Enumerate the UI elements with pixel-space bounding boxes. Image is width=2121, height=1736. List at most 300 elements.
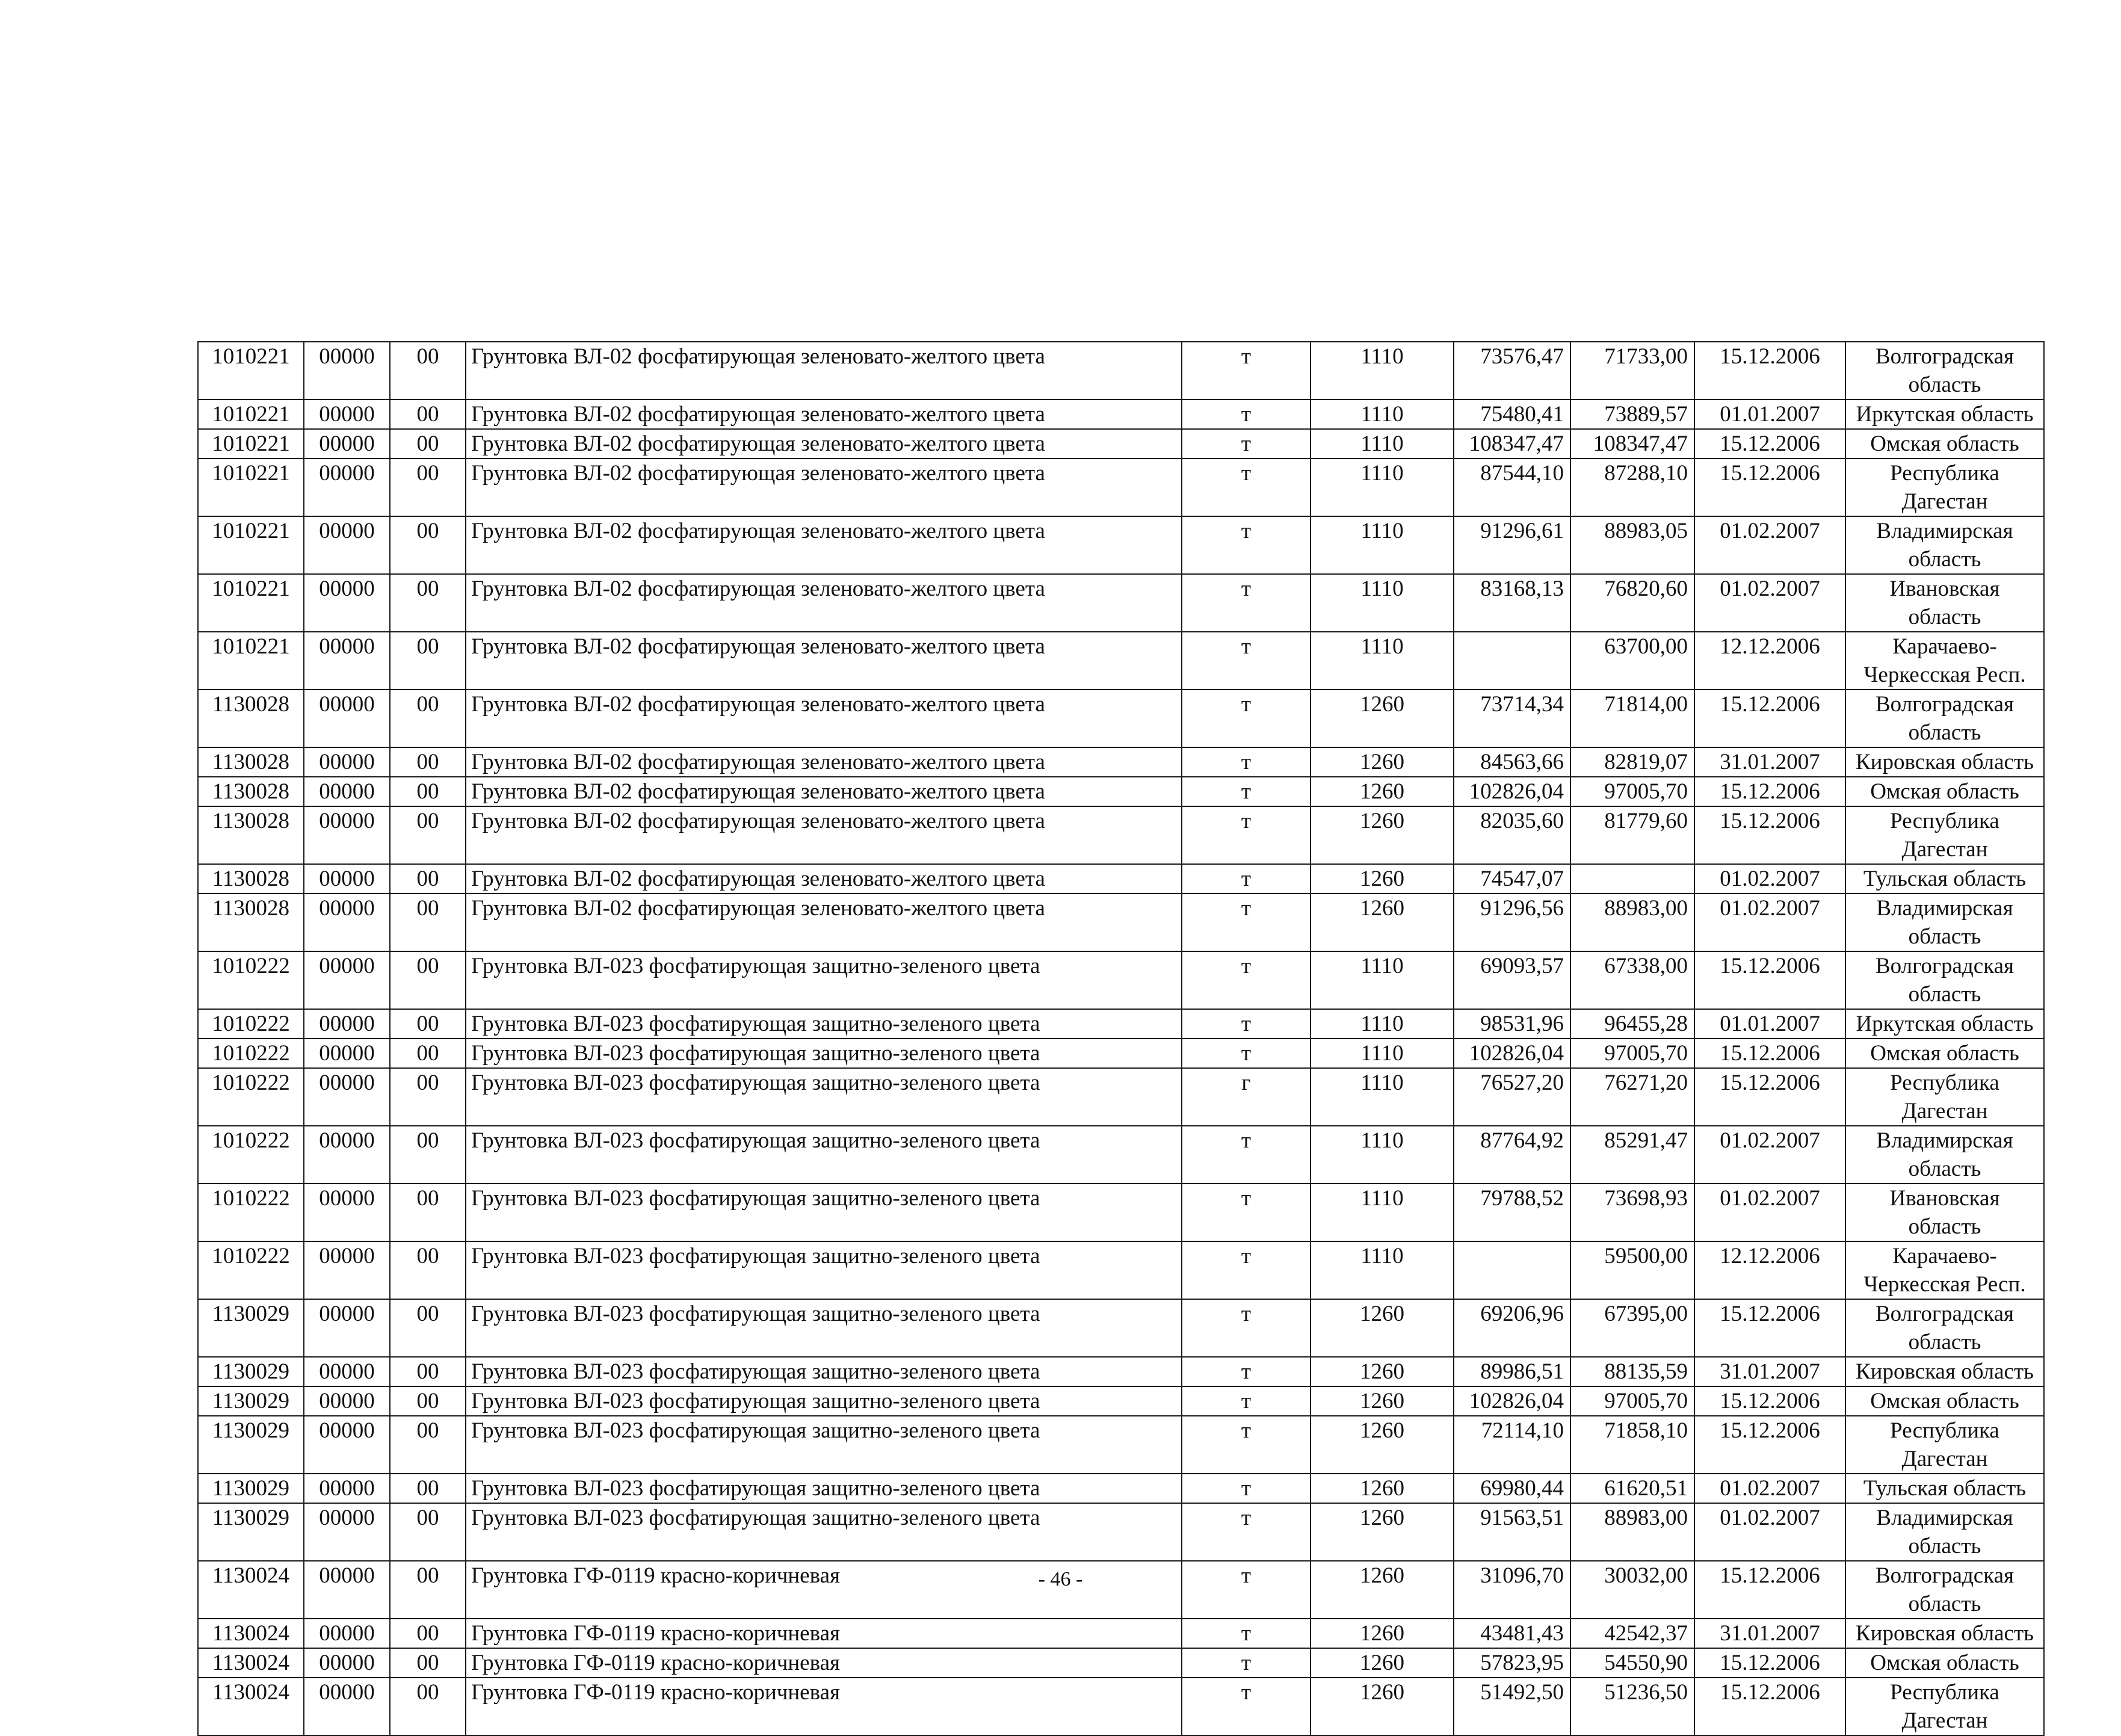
group-code-cell: 1110 [1311, 951, 1454, 1009]
region-cell: Республика Дагестан [1845, 806, 2044, 864]
date-cell: 15.12.2006 [1694, 690, 1845, 747]
subcode-cell: 00000 [304, 459, 390, 516]
group-code-cell: 1260 [1311, 864, 1454, 894]
unit-cell: т [1182, 1299, 1311, 1357]
product-name-cell: Грунтовка ВЛ-023 фосфатирующая защитно-зеленого цвета [466, 1241, 1182, 1299]
unit-cell: т [1182, 1619, 1311, 1648]
product-code-cell: 1130024 [198, 1648, 304, 1678]
flag-cell: 00 [390, 1561, 466, 1619]
subcode-cell: 00000 [304, 777, 390, 806]
subcode-cell: 00000 [304, 1241, 390, 1299]
subcode-cell: 00000 [304, 1648, 390, 1678]
region-cell: Волгоградская область [1845, 1299, 2044, 1357]
group-code-cell: 1110 [1311, 1126, 1454, 1184]
flag-cell: 00 [390, 516, 466, 574]
group-code-cell: 1260 [1311, 1678, 1454, 1735]
price-a-cell: 69980,44 [1454, 1474, 1570, 1503]
table-row [198, 429, 2044, 459]
product-code-cell: 1010221 [198, 400, 304, 429]
flag-cell: 00 [390, 1068, 466, 1126]
price-a-cell: 84563,66 [1454, 747, 1570, 777]
subcode-cell: 00000 [304, 1561, 390, 1619]
price-b-cell: 76820,60 [1570, 574, 1694, 632]
subcode-cell: 00000 [304, 690, 390, 747]
table-row [198, 1068, 2044, 1126]
subcode-cell: 00000 [304, 516, 390, 574]
price-b-cell: 82819,07 [1570, 747, 1694, 777]
table-row [198, 632, 2044, 690]
subcode-cell: 00000 [304, 1184, 390, 1241]
table-row [198, 342, 2044, 400]
subcode-cell: 00000 [304, 864, 390, 894]
flag-cell: 00 [390, 894, 466, 951]
group-code-cell: 1260 [1311, 1503, 1454, 1561]
date-cell: 12.12.2006 [1694, 632, 1845, 690]
subcode-cell: 00000 [304, 429, 390, 459]
price-b-cell: 30032,00 [1570, 1561, 1694, 1619]
product-name-cell: Грунтовка ВЛ-02 фосфатирующая зеленовато-желтого цвета [466, 894, 1182, 951]
region-cell: Владимирская область [1845, 516, 2044, 574]
product-name-cell: Грунтовка ВЛ-023 фосфатирующая защитно-зеленого цвета [466, 1416, 1182, 1474]
product-code-cell: 1010222 [198, 1241, 304, 1299]
price-b-cell: 97005,70 [1570, 777, 1694, 806]
price-a-cell: 82035,60 [1454, 806, 1570, 864]
price-a-cell: 102826,04 [1454, 1039, 1570, 1068]
date-cell: 01.01.2007 [1694, 1009, 1845, 1039]
unit-cell: т [1182, 806, 1311, 864]
group-code-cell: 1260 [1311, 747, 1454, 777]
product-code-cell: 1130028 [198, 690, 304, 747]
product-code-cell: 1130029 [198, 1357, 304, 1386]
table-row [198, 864, 2044, 894]
price-a-cell: 91296,61 [1454, 516, 1570, 574]
region-cell: Тульская область [1845, 1474, 2044, 1503]
table-row [198, 1678, 2044, 1735]
group-code-cell: 1110 [1311, 1068, 1454, 1126]
product-code-cell: 1010221 [198, 516, 304, 574]
price-b-cell: 73889,57 [1570, 400, 1694, 429]
group-code-cell: 1110 [1311, 1184, 1454, 1241]
date-cell: 15.12.2006 [1694, 777, 1845, 806]
table-row [198, 400, 2044, 429]
price-table [197, 341, 2045, 1736]
unit-cell: т [1182, 1241, 1311, 1299]
price-b-cell: 67338,00 [1570, 951, 1694, 1009]
unit-cell: т [1182, 1648, 1311, 1678]
unit-cell: т [1182, 516, 1311, 574]
date-cell: 15.12.2006 [1694, 1039, 1845, 1068]
date-cell: 01.02.2007 [1694, 1474, 1845, 1503]
product-code-cell: 1010221 [198, 632, 304, 690]
table-row [198, 1386, 2044, 1416]
product-code-cell: 1010221 [198, 574, 304, 632]
region-cell: Ивановская область [1845, 1184, 2044, 1241]
flag-cell: 00 [390, 1357, 466, 1386]
group-code-cell: 1260 [1311, 1386, 1454, 1416]
flag-cell: 00 [390, 806, 466, 864]
unit-cell: т [1182, 951, 1311, 1009]
price-a-cell: 91563,51 [1454, 1503, 1570, 1561]
flag-cell: 00 [390, 690, 466, 747]
region-cell: Кировская область [1845, 1357, 2044, 1386]
table-row [198, 1619, 2044, 1648]
subcode-cell: 00000 [304, 806, 390, 864]
subcode-cell: 00000 [304, 632, 390, 690]
table-row [198, 459, 2044, 516]
product-code-cell: 1130024 [198, 1619, 304, 1648]
subcode-cell: 00000 [304, 1299, 390, 1357]
date-cell: 31.01.2007 [1694, 1619, 1845, 1648]
region-cell: Омская область [1845, 429, 2044, 459]
region-cell: Омская область [1845, 1648, 2044, 1678]
flag-cell: 00 [390, 1474, 466, 1503]
flag-cell: 00 [390, 1184, 466, 1241]
date-cell: 15.12.2006 [1694, 951, 1845, 1009]
product-code-cell: 1130028 [198, 864, 304, 894]
group-code-cell: 1260 [1311, 1474, 1454, 1503]
price-a-cell [1454, 1241, 1570, 1299]
price-b-cell: 42542,37 [1570, 1619, 1694, 1648]
subcode-cell: 00000 [304, 747, 390, 777]
date-cell: 15.12.2006 [1694, 1648, 1845, 1678]
flag-cell: 00 [390, 951, 466, 1009]
region-cell: Иркутская область [1845, 1009, 2044, 1039]
subcode-cell: 00000 [304, 1474, 390, 1503]
subcode-cell: 00000 [304, 1357, 390, 1386]
price-a-cell: 87764,92 [1454, 1126, 1570, 1184]
unit-cell: т [1182, 894, 1311, 951]
price-b-cell: 73698,93 [1570, 1184, 1694, 1241]
price-a-cell: 72114,10 [1454, 1416, 1570, 1474]
subcode-cell: 00000 [304, 894, 390, 951]
product-name-cell: Грунтовка ВЛ-023 фосфатирующая защитно-зеленого цвета [466, 1126, 1182, 1184]
price-b-cell: 87288,10 [1570, 459, 1694, 516]
group-code-cell: 1260 [1311, 1416, 1454, 1474]
group-code-cell: 1260 [1311, 777, 1454, 806]
price-b-cell: 71814,00 [1570, 690, 1694, 747]
region-cell: Кировская область [1845, 747, 2044, 777]
product-code-cell: 1130028 [198, 747, 304, 777]
price-a-cell: 43481,43 [1454, 1619, 1570, 1648]
region-cell: Волгоградская область [1845, 690, 2044, 747]
flag-cell: 00 [390, 1619, 466, 1648]
price-a-cell: 69206,96 [1454, 1299, 1570, 1357]
date-cell: 01.02.2007 [1694, 516, 1845, 574]
table-row [198, 1648, 2044, 1678]
product-name-cell: Грунтовка ВЛ-023 фосфатирующая защитно-зеленого цвета [466, 951, 1182, 1009]
date-cell: 15.12.2006 [1694, 1678, 1845, 1735]
table-row [198, 1474, 2044, 1503]
region-cell: Волгоградская область [1845, 951, 2044, 1009]
unit-cell: т [1182, 574, 1311, 632]
unit-cell: т [1182, 342, 1311, 400]
product-name-cell: Грунтовка ГФ-0119 красно-коричневая [466, 1619, 1182, 1648]
unit-cell: т [1182, 1474, 1311, 1503]
group-code-cell: 1260 [1311, 1299, 1454, 1357]
group-code-cell: 1260 [1311, 1648, 1454, 1678]
flag-cell: 00 [390, 1039, 466, 1068]
unit-cell: т [1182, 1039, 1311, 1068]
table-row [198, 574, 2044, 632]
date-cell: 15.12.2006 [1694, 429, 1845, 459]
table-row [198, 690, 2044, 747]
product-name-cell: Грунтовка ВЛ-02 фосфатирующая зеленовато-желтого цвета [466, 400, 1182, 429]
product-name-cell: Грунтовка ВЛ-02 фосфатирующая зеленовато-желтого цвета [466, 429, 1182, 459]
unit-cell: г [1182, 1068, 1311, 1126]
flag-cell: 00 [390, 747, 466, 777]
price-b-cell: 71858,10 [1570, 1416, 1694, 1474]
region-cell: Омская область [1845, 777, 2044, 806]
price-b-cell: 51236,50 [1570, 1678, 1694, 1735]
region-cell: Владимирская область [1845, 894, 2044, 951]
unit-cell: т [1182, 1357, 1311, 1386]
date-cell: 15.12.2006 [1694, 459, 1845, 516]
product-name-cell: Грунтовка ВЛ-023 фосфатирующая защитно-зеленого цвета [466, 1184, 1182, 1241]
table-body [198, 342, 2044, 1735]
price-a-cell: 51492,50 [1454, 1678, 1570, 1735]
date-cell: 01.02.2007 [1694, 894, 1845, 951]
price-a-cell: 91296,56 [1454, 894, 1570, 951]
product-code-cell: 1130024 [198, 1678, 304, 1735]
product-name-cell: Грунтовка ГФ-0119 красно-коричневая [466, 1561, 1182, 1619]
group-code-cell: 1110 [1311, 632, 1454, 690]
price-a-cell: 57823,95 [1454, 1648, 1570, 1678]
table-row [198, 747, 2044, 777]
price-a-cell: 98531,96 [1454, 1009, 1570, 1039]
flag-cell: 00 [390, 1678, 466, 1735]
price-a-cell: 102826,04 [1454, 1386, 1570, 1416]
unit-cell: т [1182, 777, 1311, 806]
table-row [198, 1126, 2044, 1184]
price-a-cell: 73714,34 [1454, 690, 1570, 747]
table-row [198, 1416, 2044, 1474]
flag-cell: 00 [390, 777, 466, 806]
product-code-cell: 1010221 [198, 342, 304, 400]
price-a-cell: 79788,52 [1454, 1184, 1570, 1241]
subcode-cell: 00000 [304, 1386, 390, 1416]
region-cell: Владимирская область [1845, 1126, 2044, 1184]
price-a-cell: 83168,13 [1454, 574, 1570, 632]
date-cell: 01.02.2007 [1694, 574, 1845, 632]
date-cell: 01.02.2007 [1694, 864, 1845, 894]
date-cell: 15.12.2006 [1694, 1068, 1845, 1126]
price-b-cell: 76271,20 [1570, 1068, 1694, 1126]
product-code-cell: 1130028 [198, 806, 304, 864]
product-code-cell: 1010222 [198, 1039, 304, 1068]
date-cell: 15.12.2006 [1694, 1561, 1845, 1619]
product-name-cell: Грунтовка ВЛ-023 фосфатирующая защитно-зеленого цвета [466, 1039, 1182, 1068]
table-row [198, 806, 2044, 864]
group-code-cell: 1110 [1311, 400, 1454, 429]
table-row [198, 1357, 2044, 1386]
group-code-cell: 1260 [1311, 690, 1454, 747]
date-cell: 15.12.2006 [1694, 1386, 1845, 1416]
region-cell: Карачаево-Черкесская Респ. [1845, 1241, 2044, 1299]
date-cell: 01.02.2007 [1694, 1184, 1845, 1241]
group-code-cell: 1260 [1311, 1357, 1454, 1386]
group-code-cell: 1110 [1311, 429, 1454, 459]
unit-cell: т [1182, 429, 1311, 459]
subcode-cell: 00000 [304, 342, 390, 400]
flag-cell: 00 [390, 459, 466, 516]
product-name-cell: Грунтовка ВЛ-023 фосфатирующая защитно-зеленого цвета [466, 1474, 1182, 1503]
price-b-cell: 61620,51 [1570, 1474, 1694, 1503]
price-a-cell: 76527,20 [1454, 1068, 1570, 1126]
unit-cell: т [1182, 1678, 1311, 1735]
unit-cell: т [1182, 1503, 1311, 1561]
price-a-cell: 69093,57 [1454, 951, 1570, 1009]
product-name-cell: Грунтовка ВЛ-02 фосфатирующая зеленовато-желтого цвета [466, 747, 1182, 777]
unit-cell: т [1182, 747, 1311, 777]
product-name-cell: Грунтовка ВЛ-02 фосфатирующая зеленовато-желтого цвета [466, 777, 1182, 806]
subcode-cell: 00000 [304, 1126, 390, 1184]
date-cell: 31.01.2007 [1694, 747, 1845, 777]
product-code-cell: 1010222 [198, 951, 304, 1009]
unit-cell: т [1182, 400, 1311, 429]
group-code-cell: 1110 [1311, 459, 1454, 516]
flag-cell: 00 [390, 1009, 466, 1039]
product-code-cell: 1010222 [198, 1009, 304, 1039]
flag-cell: 00 [390, 1386, 466, 1416]
group-code-cell: 1260 [1311, 894, 1454, 951]
product-code-cell: 1010222 [198, 1184, 304, 1241]
price-b-cell: 63700,00 [1570, 632, 1694, 690]
region-cell: Республика Дагестан [1845, 459, 2044, 516]
region-cell: Кировская область [1845, 1619, 2044, 1648]
date-cell: 01.01.2007 [1694, 400, 1845, 429]
flag-cell: 00 [390, 632, 466, 690]
price-a-cell: 102826,04 [1454, 777, 1570, 806]
product-code-cell: 1130028 [198, 777, 304, 806]
region-cell: Тульская область [1845, 864, 2044, 894]
product-code-cell: 1130029 [198, 1474, 304, 1503]
flag-cell: 00 [390, 1648, 466, 1678]
region-cell: Иркутская область [1845, 400, 2044, 429]
price-a-cell: 108347,47 [1454, 429, 1570, 459]
product-name-cell: Грунтовка ВЛ-023 фосфатирующая защитно-зеленого цвета [466, 1386, 1182, 1416]
flag-cell: 00 [390, 400, 466, 429]
table-row [198, 1241, 2044, 1299]
product-name-cell: Грунтовка ВЛ-023 фосфатирующая защитно-зеленого цвета [466, 1009, 1182, 1039]
price-b-cell: 81779,60 [1570, 806, 1694, 864]
price-b-cell: 71733,00 [1570, 342, 1694, 400]
subcode-cell: 00000 [304, 1619, 390, 1648]
region-cell: Карачаево-Черкесская Респ. [1845, 632, 2044, 690]
product-name-cell: Грунтовка ВЛ-02 фосфатирующая зеленовато-желтого цвета [466, 864, 1182, 894]
table-row [198, 894, 2044, 951]
unit-cell: т [1182, 1561, 1311, 1619]
product-name-cell: Грунтовка ВЛ-023 фосфатирующая защитно-зеленого цвета [466, 1357, 1182, 1386]
group-code-cell: 1110 [1311, 574, 1454, 632]
price-a-cell [1454, 632, 1570, 690]
price-b-cell: 88135,59 [1570, 1357, 1694, 1386]
page-number: - 46 - [1038, 1568, 1083, 1590]
unit-cell: т [1182, 1184, 1311, 1241]
date-cell: 15.12.2006 [1694, 342, 1845, 400]
price-a-cell: 89986,51 [1454, 1357, 1570, 1386]
price-a-cell: 87544,10 [1454, 459, 1570, 516]
price-b-cell: 97005,70 [1570, 1386, 1694, 1416]
group-code-cell: 1260 [1311, 1619, 1454, 1648]
subcode-cell: 00000 [304, 951, 390, 1009]
group-code-cell: 1260 [1311, 806, 1454, 864]
subcode-cell: 00000 [304, 1039, 390, 1068]
subcode-cell: 00000 [304, 574, 390, 632]
product-code-cell: 1130029 [198, 1299, 304, 1357]
product-code-cell: 1010221 [198, 459, 304, 516]
price-a-cell: 73576,47 [1454, 342, 1570, 400]
region-cell: Омская область [1845, 1039, 2044, 1068]
group-code-cell: 1110 [1311, 516, 1454, 574]
date-cell: 15.12.2006 [1694, 1416, 1845, 1474]
price-b-cell: 97005,70 [1570, 1039, 1694, 1068]
product-name-cell: Грунтовка ВЛ-02 фосфатирующая зеленовато-желтого цвета [466, 342, 1182, 400]
price-b-cell: 96455,28 [1570, 1009, 1694, 1039]
product-name-cell: Грунтовка ВЛ-02 фосфатирующая зеленовато-желтого цвета [466, 806, 1182, 864]
price-b-cell: 59500,00 [1570, 1241, 1694, 1299]
product-name-cell: Грунтовка ГФ-0119 красно-коричневая [466, 1678, 1182, 1735]
subcode-cell: 00000 [304, 400, 390, 429]
region-cell: Ивановская область [1845, 574, 2044, 632]
date-cell: 01.02.2007 [1694, 1126, 1845, 1184]
region-cell: Волгоградская область [1845, 1561, 2044, 1619]
flag-cell: 00 [390, 1126, 466, 1184]
table-row [198, 1039, 2044, 1068]
flag-cell: 00 [390, 342, 466, 400]
unit-cell: т [1182, 459, 1311, 516]
price-b-cell [1570, 864, 1694, 894]
product-code-cell: 1130029 [198, 1503, 304, 1561]
group-code-cell: 1110 [1311, 342, 1454, 400]
price-a-cell: 31096,70 [1454, 1561, 1570, 1619]
price-b-cell: 108347,47 [1570, 429, 1694, 459]
date-cell: 15.12.2006 [1694, 1299, 1845, 1357]
price-b-cell: 54550,90 [1570, 1648, 1694, 1678]
subcode-cell: 00000 [304, 1068, 390, 1126]
product-name-cell: Грунтовка ВЛ-023 фосфатирующая защитно-зеленого цвета [466, 1068, 1182, 1126]
unit-cell: т [1182, 632, 1311, 690]
flag-cell: 00 [390, 1241, 466, 1299]
flag-cell: 00 [390, 1299, 466, 1357]
unit-cell: т [1182, 1386, 1311, 1416]
product-code-cell: 1130029 [198, 1416, 304, 1474]
group-code-cell: 1260 [1311, 1561, 1454, 1619]
unit-cell: т [1182, 864, 1311, 894]
product-name-cell: Грунтовка ГФ-0119 красно-коричневая [466, 1648, 1182, 1678]
price-b-cell: 67395,00 [1570, 1299, 1694, 1357]
date-cell: 01.02.2007 [1694, 1503, 1845, 1561]
unit-cell: т [1182, 1126, 1311, 1184]
product-name-cell: Грунтовка ВЛ-02 фосфатирующая зеленовато-желтого цвета [466, 516, 1182, 574]
product-name-cell: Грунтовка ВЛ-02 фосфатирующая зеленовато-желтого цвета [466, 574, 1182, 632]
price-a-cell: 75480,41 [1454, 400, 1570, 429]
table-row [198, 1009, 2044, 1039]
region-cell: Республика Дагестан [1845, 1678, 2044, 1735]
date-cell: 31.01.2007 [1694, 1357, 1845, 1386]
unit-cell: т [1182, 690, 1311, 747]
product-name-cell: Грунтовка ВЛ-02 фосфатирующая зеленовато-желтого цвета [466, 459, 1182, 516]
subcode-cell: 00000 [304, 1678, 390, 1735]
product-name-cell: Грунтовка ВЛ-023 фосфатирующая защитно-зеленого цвета [466, 1503, 1182, 1561]
subcode-cell: 00000 [304, 1503, 390, 1561]
table-row [198, 1299, 2044, 1357]
flag-cell: 00 [390, 1416, 466, 1474]
product-name-cell: Грунтовка ВЛ-023 фосфатирующая защитно-зеленого цвета [466, 1299, 1182, 1357]
subcode-cell: 00000 [304, 1009, 390, 1039]
unit-cell: т [1182, 1416, 1311, 1474]
price-b-cell: 88983,00 [1570, 1503, 1694, 1561]
region-cell: Волгоградская область [1845, 342, 2044, 400]
